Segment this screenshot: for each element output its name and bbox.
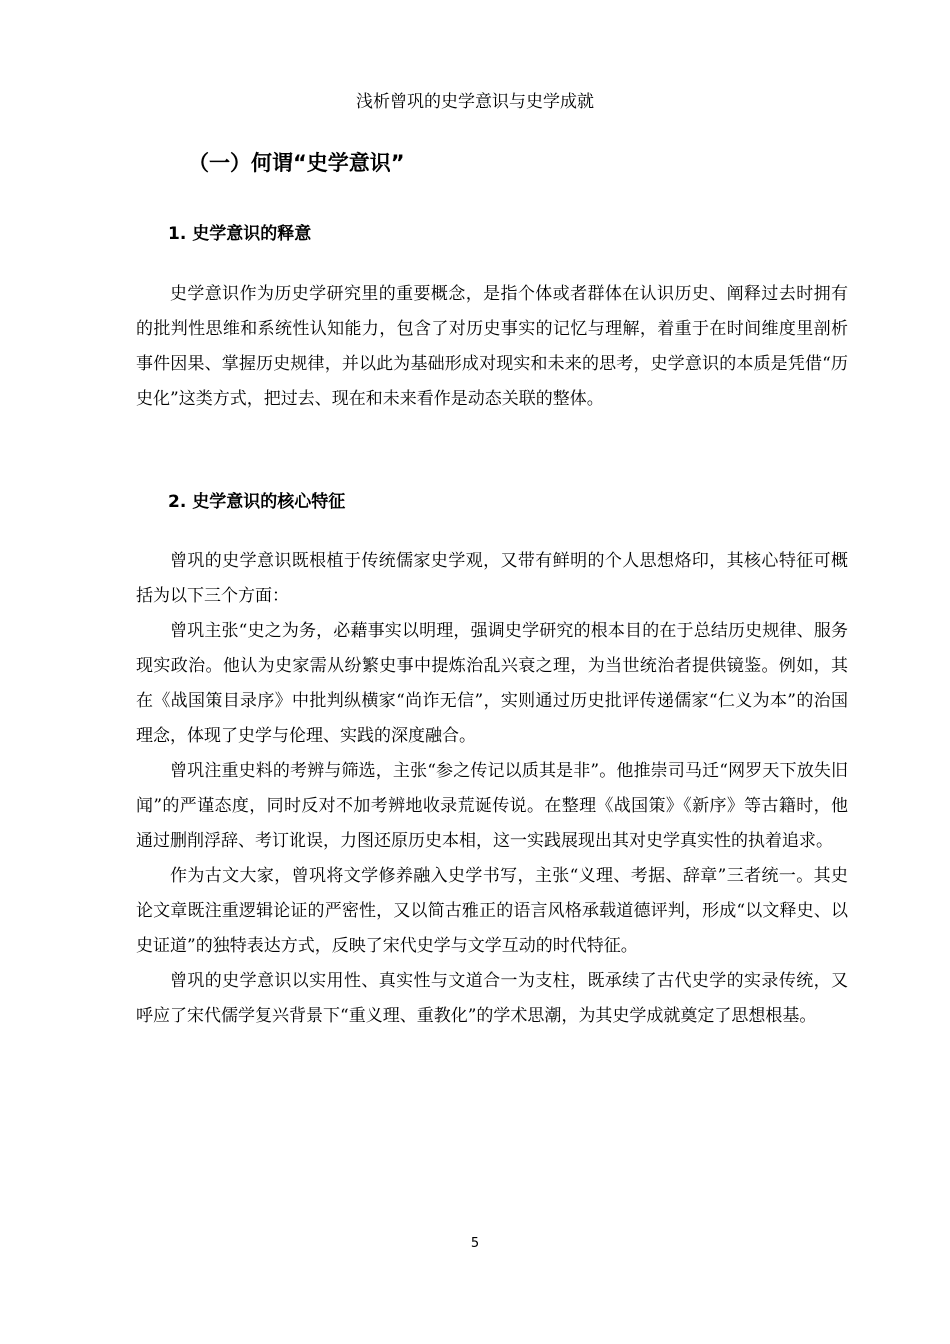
section-heading: （一）何谓“史学意识” bbox=[188, 151, 405, 175]
subsection-1-body bbox=[136, 277, 848, 417]
page-number: 5 bbox=[470, 1236, 480, 1251]
paragraph: 曾巩注重史料的考辨与筛选，主张“参之传记以质其是非”。他推崇司马迁“网罗天下放失旧闻”的严谨态度，同时反对不加考辨地收录荒诞传说。在整理《战国策》《新序》等古籍时，他通过删削浮辞、考订讹误，力图还原历史本相，这一实践展现出其对史学真实性的执着追求。 bbox=[136, 761, 848, 851]
paragraph: 曾巩的史学意识以实用性、真实性与文道合一为支柱，既承续了古代史学的实录传统，又呼应了宋代儒学复兴背景下“重义理、重教化”的学术思潮，为其史学成就奠定了思想根基。 bbox=[136, 971, 848, 1026]
paragraph: 曾巩主张“史之为务，必藉事实以明理，强调史学研究的根本目的在于总结历史规律、服务现实政治。他认为史家需从纷繁史事中提炼治乱兴衰之理，为当世统治者提供镜鉴。例如，其在《战国策目录序》中批判纵横家“尚诈无信”，实则通过历史批评传递儒家“仁义为本”的治国理念，体现了史学与伦理、实践的深度融合。 bbox=[136, 621, 848, 746]
subsection-heading-2: 2. 史学意识的核心特征 bbox=[168, 492, 346, 512]
paragraph: 曾巩的史学意识既根植于传统儒家史学观，又带有鲜明的个人思想烙印，其核心特征可概括为以下三个方面： bbox=[136, 551, 848, 606]
subsection-2-body bbox=[136, 544, 848, 1034]
running-header: 浅析曾巩的史学意识与史学成就 bbox=[356, 92, 594, 112]
paragraph: 作为古文大家，曾巩将文学修养融入史学书写，主张“义理、考据、辞章”三者统一。其史论文章既注重逻辑论证的严密性，又以简古雅正的语言风格承载道德评判，形成“以文释史、以史证道”的独特表达方式，反映了宋代史学与文学互动的时代特征。 bbox=[136, 866, 848, 956]
paragraph: 史学意识作为历史学研究里的重要概念，是指个体或者群体在认识历史、阐释过去时拥有的批判性思维和系统性认知能力，包含了对历史事实的记忆与理解，着重于在时间维度里剖析事件因果、掌握历史规律，并以此为基础形成对现实和未来的思考，史学意识的本质是凭借“历史化”这类方式，把过去、现在和未来看作是动态关联的整体。 bbox=[136, 284, 848, 409]
subsection-heading-1: 1. 史学意识的释意 bbox=[168, 224, 312, 244]
